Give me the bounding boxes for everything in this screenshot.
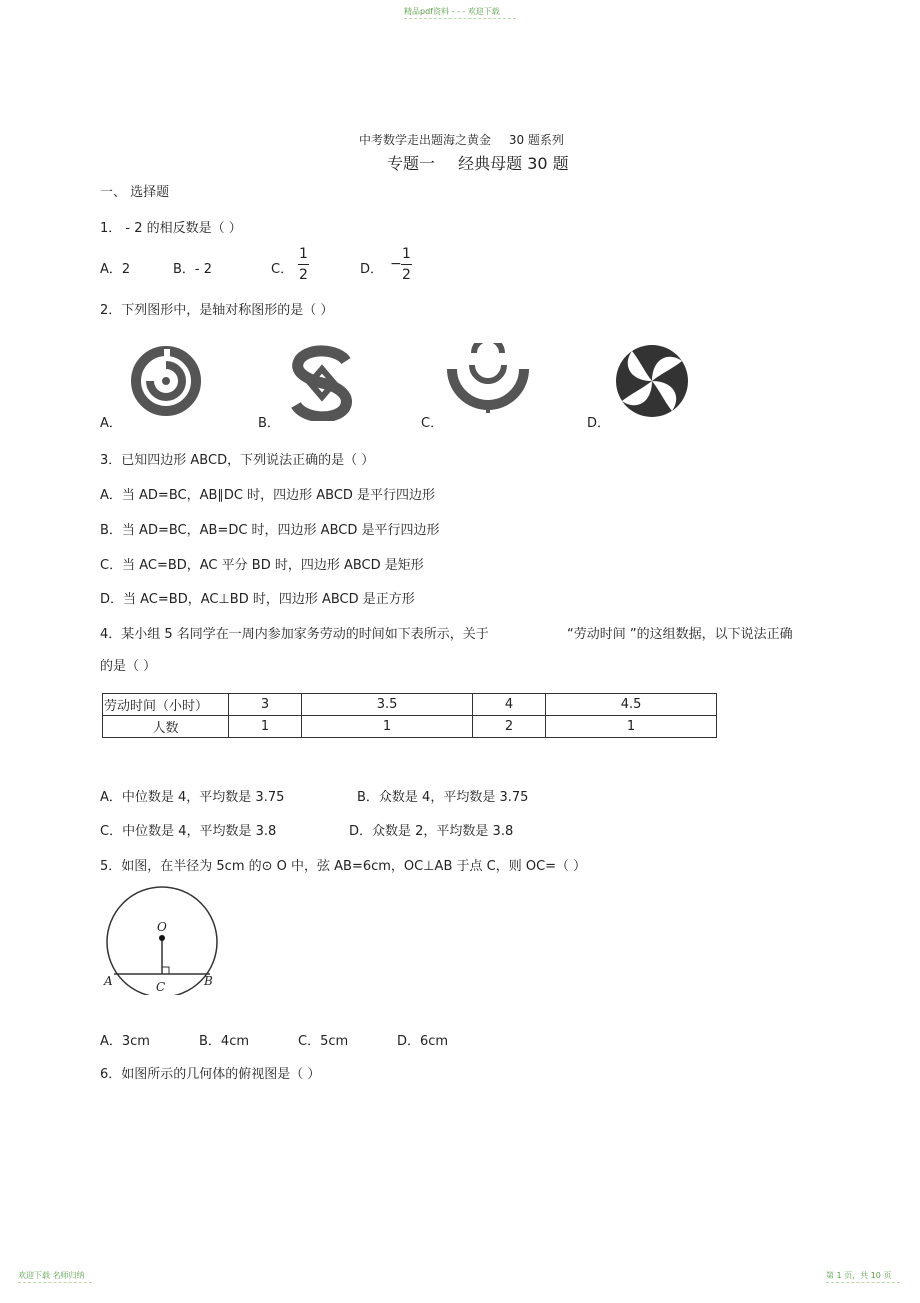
q4-option-b: B．众数是 4，平均数是 3.75 (357, 790, 529, 805)
q5-option-c: C．5cm (298, 1034, 349, 1049)
q1-option-a: A．2 (100, 262, 131, 277)
page-number-watermark: 第 1 页，共 10 页 (826, 1271, 892, 1280)
question-3-stem: 3．已知四边形 ABCD，下列说法正确的是（ ） (100, 453, 375, 468)
question-5-stem: 5．如图，在半径为 5cm 的⊙ O 中，弦 AB=6cm，OC⊥AB 于点 C，则 OC=（ ） (100, 859, 587, 874)
q5-option-b: B．4cm (199, 1034, 250, 1049)
point-o-label: O (157, 920, 167, 934)
table-row (103, 694, 717, 716)
title-subtitle: 经典母题 30 题 (458, 154, 569, 173)
table-cell: 2 (472, 716, 545, 738)
q3-option-c: C．当 AC=BD，AC 平分 BD 时，四边形 ABCD 是矩形 (100, 558, 424, 573)
question-4-stem-part1: 4．某小组 5 名同学在一周内参加家务劳动的时间如下表所示，关于 (100, 627, 489, 642)
q2-option-c: C． (421, 416, 444, 431)
series-name: 中考数学走出题海之黄金 (359, 133, 492, 147)
top-watermark-dash (404, 18, 516, 19)
q4-option-d: D．众数是 2，平均数是 3.8 (349, 824, 514, 839)
question-4-stem-part2: “劳动时间 ”的这组数据，以下说法正确 (567, 627, 793, 642)
q2-option-a: A． (100, 416, 122, 431)
point-c-label: C (156, 980, 166, 994)
bottom-right-dash (826, 1282, 900, 1283)
q1-option-b: B．- 2 (173, 262, 213, 277)
table-cell: 4.5 (546, 694, 717, 716)
q4-option-c: C．中位数是 4，平均数是 3.8 (100, 824, 277, 839)
table-cell: 人数 (103, 716, 229, 738)
q5-option-a: A．3cm (100, 1034, 150, 1049)
fraction-bar (401, 264, 412, 265)
q3-option-d: D．当 AC=BD，AC⊥BD 时，四边形 ABCD 是正方形 (100, 592, 415, 607)
title-topic: 专题一 (387, 154, 436, 173)
table-cell: 3.5 (302, 694, 473, 716)
q1-option-c-fraction (298, 245, 309, 284)
labor-time-table (102, 693, 717, 738)
q3-option-b: B．当 AD=BC，AB=DC 时，四边形 ABCD 是平行四边形 (100, 523, 440, 538)
q1-option-d-label: D． (360, 262, 384, 277)
fraction-denominator: 2 (299, 267, 308, 283)
arc-logo-image (446, 343, 530, 419)
q4-option-a: A．中位数是 4，平均数是 3.75 (100, 790, 285, 805)
fraction-denominator: 2 (402, 267, 411, 283)
table-cell: 1 (302, 716, 473, 738)
circle-chord-diagram (100, 885, 224, 995)
q2-option-d: D． (587, 416, 611, 431)
question-4-stem-part3: 的是（ ） (100, 659, 157, 674)
point-a-label: A (104, 974, 113, 988)
question-6-stem: 6．如图所示的几何体的俯视图是（ ） (100, 1067, 321, 1082)
q2-option-b: B． (258, 416, 280, 431)
page-title (387, 151, 569, 174)
bottom-left-dash (18, 1282, 92, 1283)
table-cell: 1 (546, 716, 717, 738)
q3-option-a: A．当 AD=BC，AB∥DC 时，四边形 ABCD 是平行四边形 (100, 488, 436, 503)
section-heading: 一、 选择题 (100, 185, 170, 200)
q1-option-d-fraction (401, 245, 412, 284)
table-row (103, 716, 717, 738)
q1-option-d-minus: − (390, 256, 402, 272)
series-count: 30 题系列 (508, 133, 564, 147)
q5-option-d: D．6cm (397, 1034, 449, 1049)
fraction-bar (298, 264, 309, 265)
point-b-label: B (204, 974, 213, 988)
question-2-stem: 2．下列图形中，是轴对称图形的是（ ） (100, 303, 334, 318)
s-shaped-logo-image (286, 345, 360, 421)
fraction-numerator: 1 (402, 246, 411, 262)
table-cell: 3 (229, 694, 302, 716)
pinwheel-logo-image (612, 343, 692, 419)
question-1-stem: 1． - 2 的相反数是（ ） (100, 221, 242, 236)
bottom-left-watermark: 欢迎下载 名师归纳 (18, 1271, 85, 1280)
table-cell: 劳动时间（小时） (103, 694, 229, 716)
top-watermark: 精品pdf资料 - - - 欢迎下载 (404, 7, 500, 16)
table-cell: 1 (229, 716, 302, 738)
fraction-numerator: 1 (299, 246, 308, 262)
table-cell: 4 (472, 694, 545, 716)
spiral-logo-image (128, 343, 204, 419)
series-heading (359, 131, 564, 148)
q1-option-c-label: C． (271, 262, 294, 277)
